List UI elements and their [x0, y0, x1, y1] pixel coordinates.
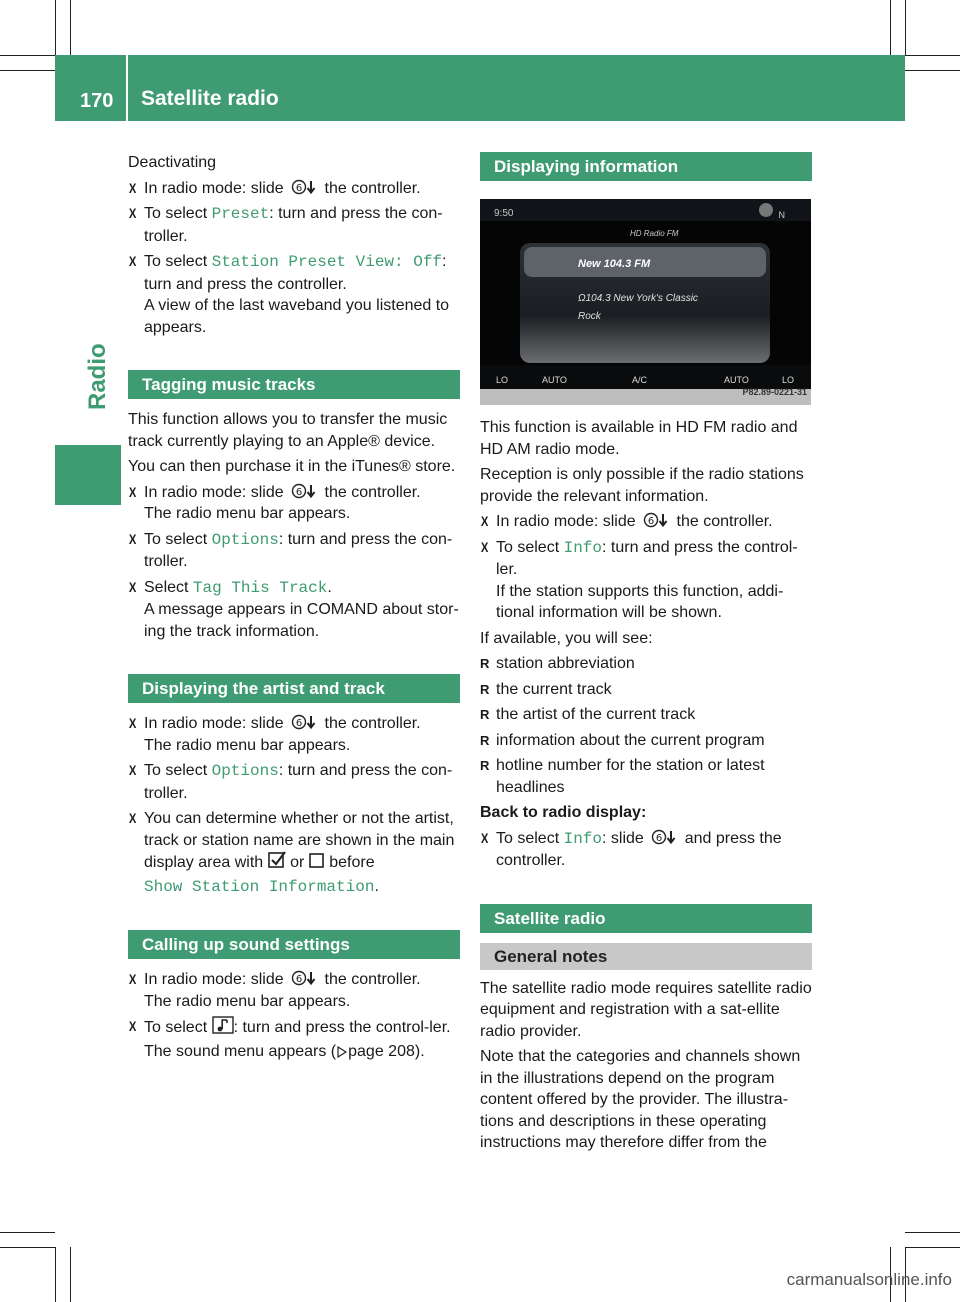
- step-text: : turn and press the control-ler.: [496, 538, 798, 578]
- controller-slide-down-icon: [291, 179, 317, 195]
- step-text: To select: [496, 538, 564, 556]
- step-text: .: [327, 578, 332, 596]
- info-bullet-list: [480, 653, 812, 798]
- instruction-step: [128, 203, 460, 247]
- step-result: The radio menu bar appears.: [144, 736, 351, 754]
- crop-mark: [905, 1232, 960, 1233]
- section-heading-artist-track: Displaying the artist and track: [128, 674, 460, 703]
- crop-mark: [905, 0, 906, 55]
- step-result: The radio menu bar appears.: [144, 992, 351, 1010]
- sound-settings-icon: [212, 1016, 234, 1041]
- menu-item-station-preset-view: Station Preset View: Off: [211, 253, 443, 271]
- display-clock: 9:50: [494, 208, 514, 219]
- crop-mark: [70, 0, 71, 55]
- paragraph: This function allows you to transfer the music track currently playing to an Apple® device.: [128, 411, 448, 450]
- instruction-step: [128, 760, 460, 804]
- instruction-step: [128, 969, 460, 1012]
- step-text: : turn and press the con-troller.: [144, 762, 453, 802]
- controller-slide-down-icon: [643, 512, 669, 528]
- page-number: 170: [80, 90, 114, 112]
- paragraph: If available, you will see:: [480, 629, 653, 647]
- step-text: To select: [144, 530, 212, 548]
- controller-slide-down-icon: [291, 970, 317, 986]
- climate-temp-right: LO: [782, 375, 795, 385]
- instruction-step: [480, 511, 812, 533]
- list-item: R station abbreviation: [480, 653, 812, 675]
- crop-mark: [905, 70, 960, 71]
- step-text: Select: [144, 578, 193, 596]
- step-text: :: [442, 253, 447, 270]
- paragraph: Reception is only possible if the radio stations provide the relevant information.: [480, 466, 804, 505]
- right-column: [480, 152, 812, 1158]
- menu-item-show-station-information: Show Station Information: [144, 877, 375, 896]
- crop-mark: [55, 1247, 56, 1302]
- climate-temp-left: LO: [496, 375, 509, 385]
- step-text: the controller.: [324, 179, 421, 197]
- section-heading-displaying-information: Displaying information: [480, 152, 812, 181]
- controller-slide-down-icon: [651, 829, 677, 845]
- instruction-step: [128, 808, 460, 898]
- paragraph: You can then purchase it in the iTunes® store.: [128, 458, 456, 475]
- step-text: In radio mode: slide: [144, 483, 284, 501]
- crop-mark: [890, 0, 891, 55]
- step-result: The radio menu bar appears.: [144, 505, 351, 522]
- crop-mark: [0, 1247, 55, 1248]
- menu-item-preset: Preset: [211, 205, 270, 223]
- step-result: A view of the last waveband you listened to appears.: [144, 297, 450, 336]
- climate-ac: A/C: [632, 375, 648, 385]
- step-text: and press the controller.: [496, 829, 782, 869]
- paragraph: The satellite radio mode requires satellite radio equipment and registration with a sat-ellite radio provider.: [480, 979, 812, 1040]
- list-item: R the artist of the current track: [480, 704, 812, 726]
- step-text: or: [290, 854, 305, 871]
- crop-mark: [905, 55, 960, 56]
- svg-text:6: 6: [647, 516, 655, 527]
- svg-text:6: 6: [295, 974, 303, 985]
- instruction-step: [480, 537, 812, 624]
- step-text: the controller.: [324, 715, 421, 732]
- svg-text:6: 6: [656, 832, 663, 844]
- instruction-step: [128, 482, 460, 525]
- step-text: In radio mode: slide: [144, 971, 284, 988]
- step-text: To select: [144, 1019, 208, 1036]
- crop-mark: [0, 1232, 55, 1233]
- station-description: Ω104.3 New York's Classic: [578, 293, 698, 304]
- footer-watermark[interactable]: carmanualsonline.info: [786, 1270, 952, 1289]
- step-text: In radio mode: slide: [496, 513, 636, 530]
- step-text: : turn and press the control-ler.: [233, 1019, 451, 1036]
- list-item: R hotline number for the station or latest headlines: [480, 755, 812, 798]
- back-to-radio-label: Back to radio display:: [480, 804, 647, 821]
- instruction-step: [128, 178, 460, 200]
- chapter-tab-label: Radio: [84, 343, 111, 410]
- deactivating-heading: Deactivating: [128, 154, 217, 171]
- list-item: R the current track: [480, 679, 812, 701]
- menu-item-options: Options: [211, 530, 279, 549]
- climate-auto-left: AUTO: [542, 375, 567, 385]
- step-result: If the station supports this function, addi-tional information will be shown.: [496, 582, 784, 621]
- section-heading-sound-settings: Calling up sound settings: [128, 930, 460, 959]
- paragraph: Note that the categories and channels shown in the illustrations depend on the program content offered by the provider. The illustra-tions and descriptions in these operating instructions may therefore differ from the: [480, 1048, 801, 1151]
- instruction-step: [128, 251, 460, 338]
- climate-auto-right: AUTO: [724, 375, 749, 385]
- step-text: In radio mode: slide: [144, 715, 284, 732]
- step-text: the controller.: [324, 971, 421, 988]
- svg-text:6: 6: [295, 182, 303, 194]
- crop-mark: [0, 55, 55, 56]
- controller-slide-down-icon: [291, 483, 317, 499]
- page-title: Satellite radio: [141, 87, 279, 110]
- step-text: : slide: [602, 829, 644, 847]
- left-column: [128, 152, 460, 1068]
- crop-mark: [905, 1247, 960, 1248]
- station-genre: Rock: [578, 311, 601, 322]
- step-result: A message appears in COMAND about stor-ing the track information.: [144, 601, 459, 640]
- settings-icon: [759, 203, 773, 217]
- list-item: R information about the current program: [480, 730, 812, 752]
- controller-slide-down-icon: [291, 714, 317, 730]
- instruction-step: [128, 529, 460, 573]
- step-text: turn and press the controller.: [144, 275, 347, 293]
- checkbox-checked-icon: [268, 851, 286, 876]
- section-heading-tagging: Tagging music tracks: [128, 370, 460, 399]
- page-reference[interactable]: page 208).: [348, 1042, 425, 1060]
- menu-item-info: Info: [563, 538, 602, 557]
- step-text: before: [329, 854, 375, 871]
- step-text: To select: [144, 762, 212, 779]
- station-name: New 104.3 FM: [578, 258, 651, 270]
- checkbox-unchecked-icon: [309, 853, 325, 876]
- display-band-label: HD Radio FM: [630, 229, 679, 238]
- page-reference-arrow-icon: [336, 1043, 348, 1065]
- step-text: To select: [144, 205, 212, 222]
- instruction-step: [128, 713, 460, 756]
- crop-mark: [70, 1247, 71, 1302]
- menu-item-info: Info: [563, 829, 602, 848]
- step-text: To select: [144, 253, 212, 270]
- subsection-heading-general-notes: General notes: [480, 943, 812, 970]
- display-on-label: N: [778, 210, 785, 220]
- section-heading-satellite-radio: Satellite radio: [480, 904, 812, 933]
- instruction-step: [128, 577, 460, 643]
- header-divider: [126, 55, 128, 121]
- svg-text:6: 6: [295, 718, 303, 729]
- chapter-tab: [55, 445, 121, 505]
- radio-display-illustration: [480, 199, 811, 405]
- step-text: : turn and press the con-troller.: [144, 205, 443, 245]
- step-text: the controller.: [324, 483, 421, 501]
- crop-mark: [0, 70, 55, 71]
- step-text: You can determine whether or not the artist, track or station name are shown in the main display area with: [144, 810, 455, 871]
- step-text: .: [374, 877, 379, 895]
- svg-text:6: 6: [295, 486, 303, 498]
- step-text: To select: [496, 829, 564, 847]
- menu-item-options: Options: [211, 762, 279, 780]
- step-text: In radio mode: slide: [144, 179, 284, 197]
- instruction-step: [480, 828, 812, 872]
- step-text: the controller.: [676, 513, 773, 530]
- paragraph: This function is available in HD FM radio and HD AM radio mode.: [480, 419, 798, 458]
- step-result: The sound menu appears (: [144, 1042, 337, 1060]
- menu-item-tag-this-track: Tag This Track: [192, 578, 328, 597]
- instruction-step: [128, 1016, 460, 1064]
- step-text: : turn and press the con-troller.: [144, 530, 453, 570]
- crop-mark: [55, 0, 56, 55]
- figure-code: P82.89-0221-31: [742, 386, 807, 397]
